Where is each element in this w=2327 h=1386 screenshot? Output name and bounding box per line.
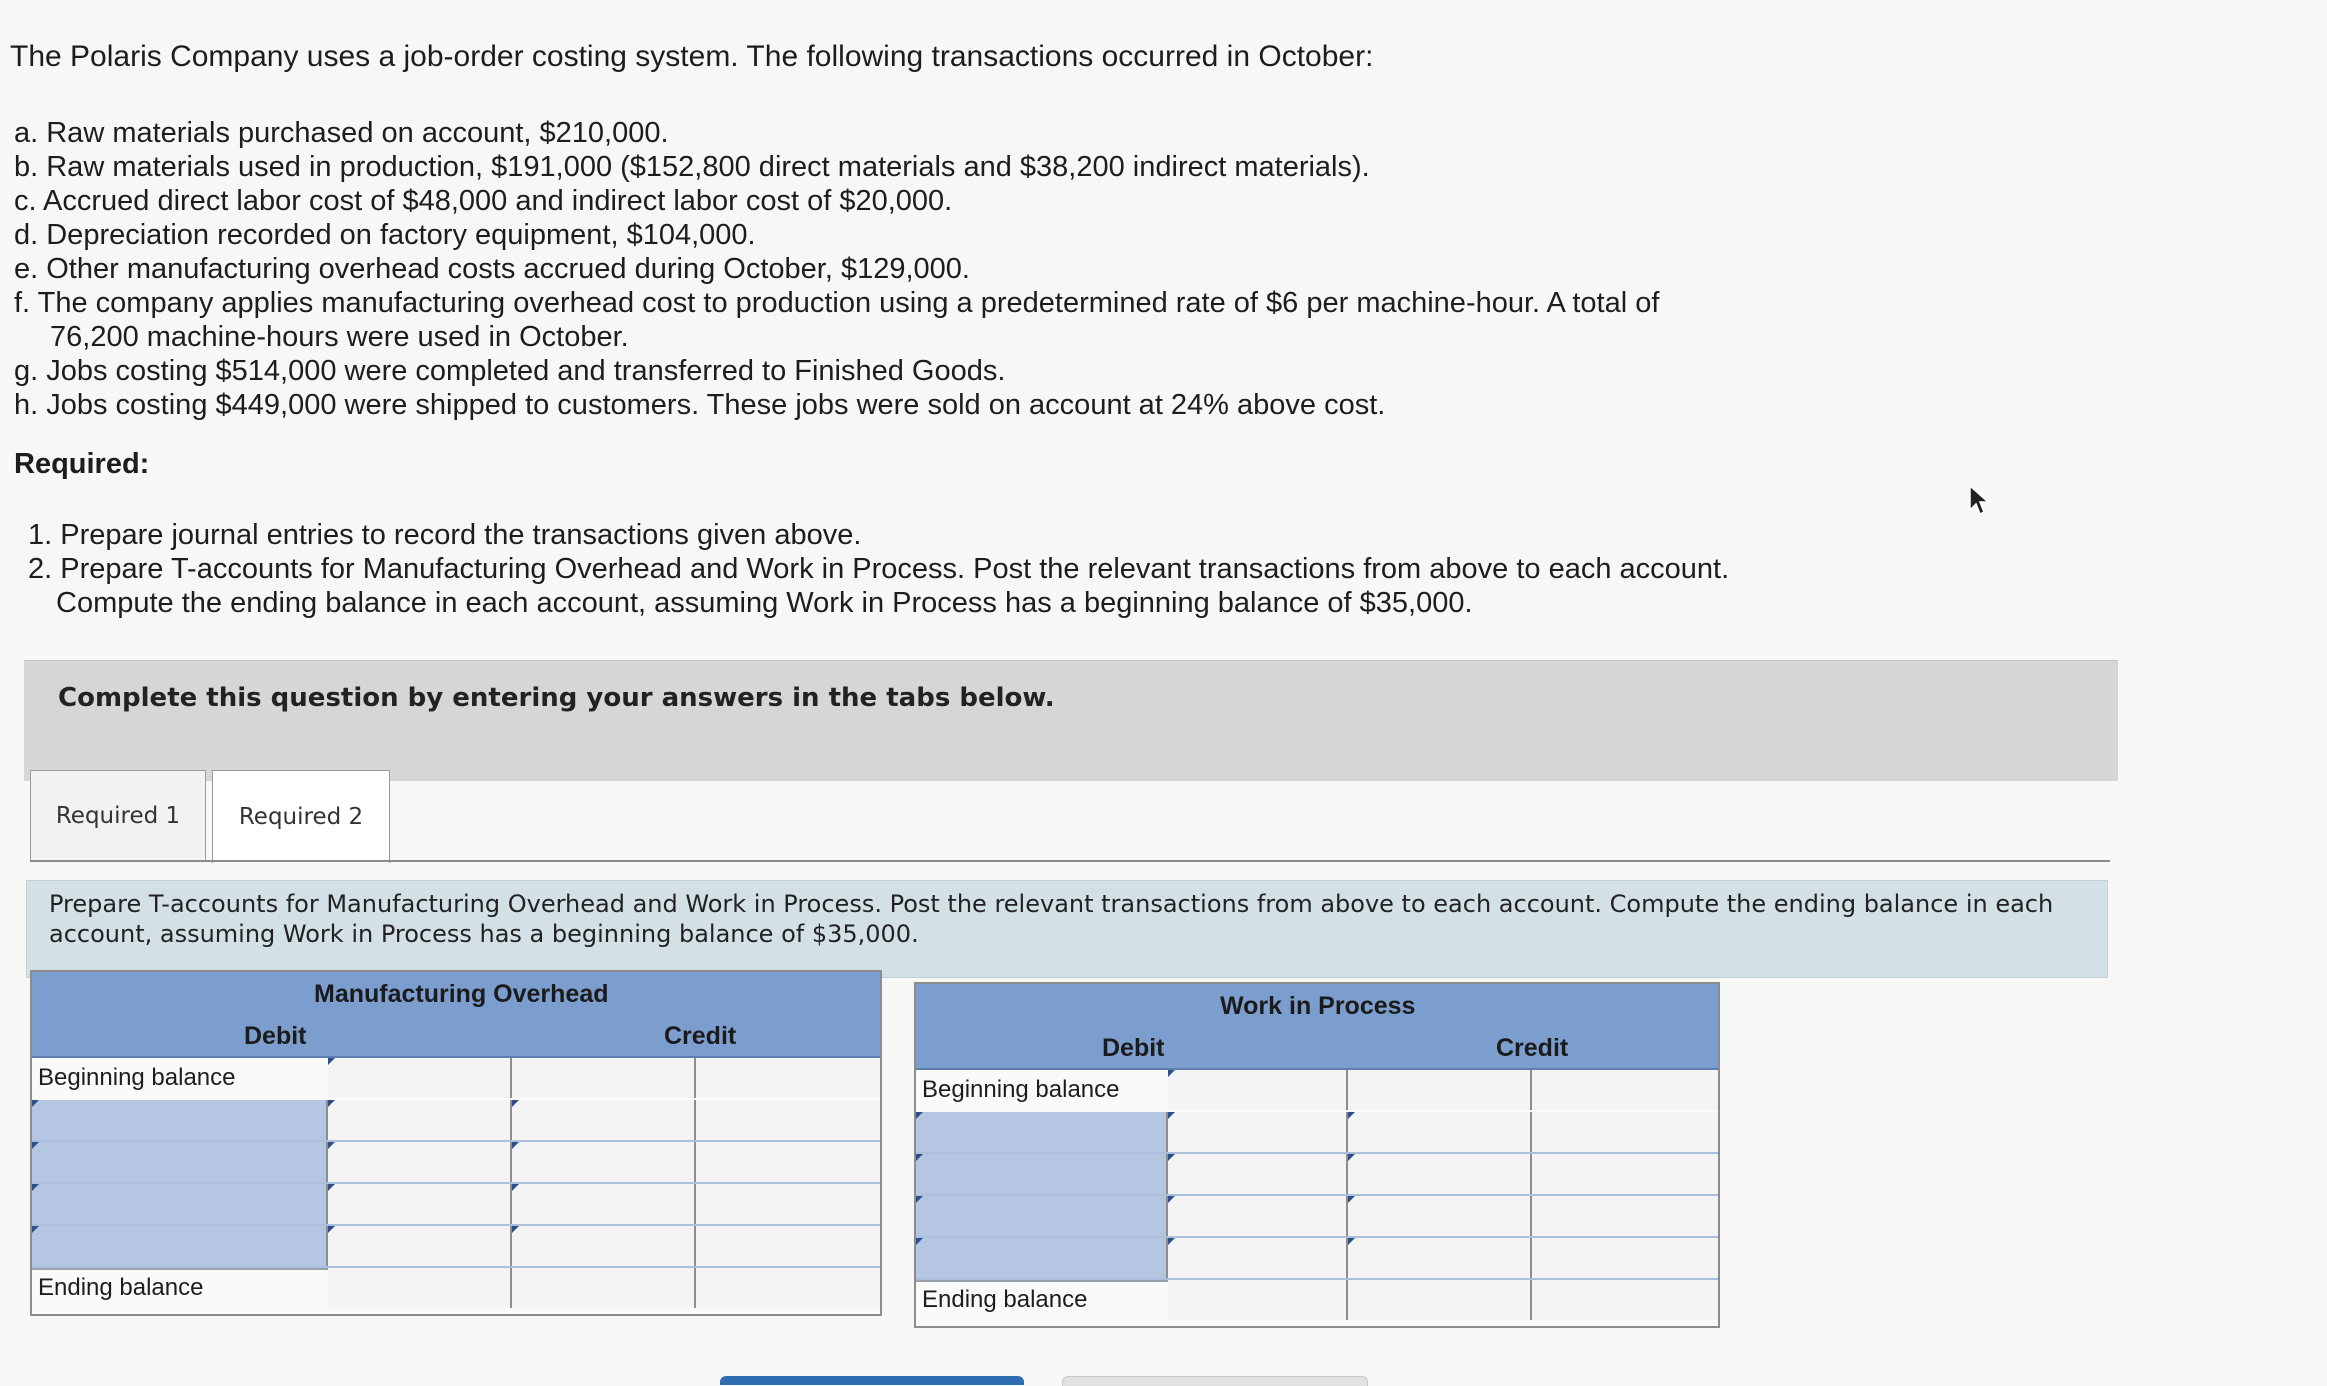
debit-header: Debit (1102, 1034, 1165, 1062)
required-heading: Required: (14, 448, 150, 480)
ending-debit-value (328, 1268, 512, 1308)
input-marker-icon (328, 1100, 335, 1107)
input-marker-icon (916, 1196, 923, 1203)
instructions-banner (24, 660, 2118, 781)
debit-account-select[interactable] (32, 1184, 328, 1224)
credit-amount-input[interactable] (1532, 1196, 1718, 1236)
tab-label: Required 1 (55, 803, 181, 829)
credit-header: Credit (664, 1022, 737, 1050)
credit-account-select[interactable] (512, 1184, 696, 1224)
credit-amount-input[interactable] (696, 1184, 880, 1224)
credit-amount-input[interactable] (696, 1226, 880, 1266)
t-account-row (916, 1154, 1718, 1198)
input-marker-icon (1348, 1154, 1355, 1161)
input-marker-icon (1348, 1196, 1355, 1203)
credit-account-select[interactable] (1348, 1154, 1532, 1194)
input-marker-icon (32, 1226, 39, 1233)
t-account-row (32, 1142, 880, 1186)
t-account-row (32, 1100, 880, 1144)
t-account-row (916, 1280, 1718, 1322)
input-marker-icon (328, 1142, 335, 1149)
ending-balance-label: Ending balance (922, 1286, 1088, 1313)
debit-amount-input[interactable] (1168, 1070, 1348, 1110)
credit-header: Credit (1496, 1034, 1569, 1062)
t-account-header (916, 1028, 1718, 1070)
input-marker-icon (916, 1238, 923, 1245)
transaction-item: h. Jobs costing $449,000 were shipped to customers. These jobs were sold on account at 24% above cost. (14, 389, 1386, 421)
t-account-row (32, 1058, 880, 1102)
tab-divider (30, 860, 2110, 862)
t-account-row (916, 1238, 1718, 1282)
transaction-item: a. Raw materials purchased on account, $210,000. (14, 117, 669, 149)
input-marker-icon (1168, 1238, 1175, 1245)
credit-amount-input[interactable] (1532, 1238, 1718, 1278)
required-item: 2. Prepare T-accounts for Manufacturing Overhead and Work in Process. Post the relevant transactions from above to each account. (28, 553, 1730, 585)
transaction-item: g. Jobs costing $514,000 were completed and transferred to Finished Goods. (14, 355, 1006, 387)
input-marker-icon (512, 1100, 519, 1107)
debit-amount-input[interactable] (328, 1058, 512, 1098)
tab-required-1[interactable] (30, 770, 206, 861)
input-marker-icon (1348, 1112, 1355, 1119)
input-marker-icon (328, 1184, 335, 1191)
transaction-item: e. Other manufacturing overhead costs accrued during October, $129,000. (14, 253, 970, 285)
t-account-title (32, 972, 880, 1017)
transaction-item-continued: 76,200 machine-hours were used in October. (50, 321, 629, 353)
credit-account-select[interactable] (512, 1226, 696, 1266)
credit-amount-input[interactable] (696, 1058, 880, 1098)
debit-account-select[interactable] (32, 1100, 328, 1140)
required-list (28, 518, 1729, 620)
ending-credit-label (1348, 1280, 1532, 1320)
credit-account-select[interactable] (1348, 1196, 1532, 1236)
input-marker-icon (32, 1100, 39, 1107)
input-marker-icon (32, 1142, 39, 1149)
debit-amount-input[interactable] (328, 1184, 512, 1224)
t-account-row (916, 1070, 1718, 1114)
beginning-balance-label: Beginning balance (38, 1064, 236, 1091)
credit-amount-input[interactable] (1532, 1154, 1718, 1194)
debit-account-select[interactable] (916, 1112, 1168, 1152)
ending-credit-label (512, 1268, 696, 1308)
input-marker-icon (1168, 1112, 1175, 1119)
t-account-header (32, 1016, 880, 1058)
debit-amount-input[interactable] (1168, 1112, 1348, 1152)
debit-amount-input[interactable] (328, 1142, 512, 1182)
input-marker-icon (328, 1226, 335, 1233)
required-item-continued: Compute the ending balance in each account, assuming Work in Process has a beginning balance of $35,000. (56, 587, 1473, 619)
input-marker-icon (1168, 1070, 1175, 1077)
debit-amount-input[interactable] (1168, 1238, 1348, 1278)
debit-account-select[interactable] (916, 1196, 1168, 1236)
input-marker-icon (916, 1112, 923, 1119)
required-item: 1. Prepare journal entries to record the transactions given above. (28, 519, 862, 551)
credit-account-select[interactable] (1348, 1238, 1532, 1278)
t-account-title (916, 984, 1718, 1029)
debit-amount-input[interactable] (1168, 1154, 1348, 1194)
tab-label: Required 2 (238, 804, 364, 830)
instructions-box (26, 880, 2108, 978)
t-account-row (916, 1112, 1718, 1156)
t-account-row (916, 1196, 1718, 1240)
beginning-balance-label: Beginning balance (922, 1076, 1120, 1103)
ending-debit-value (1168, 1280, 1348, 1320)
transaction-item: b. Raw materials used in production, $191,000 ($152,800 direct materials and $38,200 indirect materials). (14, 151, 1370, 183)
tab-required-2[interactable] (212, 770, 390, 863)
debit-amount-input[interactable] (328, 1226, 512, 1266)
t-account-title-text: Work in Process (1220, 992, 1416, 1020)
debit-account-select[interactable] (916, 1154, 1168, 1194)
t-account-work-in-process (914, 982, 1720, 1328)
credit-account-select[interactable] (1348, 1070, 1532, 1110)
transaction-item: f. The company applies manufacturing overhead cost to production using a predetermined rate of $6 per machine-hour. A total of (14, 287, 1660, 319)
instructions-text: Prepare T-accounts for Manufacturing Overhead and Work in Process. Post the relevant transactions from above to each account. Compute the ending balance in each account, assuming Work in Process has a beginning balance of $35,000. (49, 890, 2054, 948)
input-marker-icon (512, 1184, 519, 1191)
credit-amount-input[interactable] (696, 1100, 880, 1140)
banner-text: Complete this question by entering your answers in the tabs below. (58, 683, 1055, 713)
input-marker-icon (1348, 1238, 1355, 1245)
problem-intro: The Polaris Company uses a job-order costing system. The following transactions occurred in October: (10, 40, 1374, 73)
input-marker-icon (512, 1142, 519, 1149)
debit-account-select[interactable] (916, 1238, 1168, 1278)
t-account-manufacturing-overhead (30, 970, 882, 1316)
transaction-list (14, 116, 1659, 422)
t-account-title-text: Manufacturing Overhead (314, 980, 609, 1008)
input-marker-icon (916, 1154, 923, 1161)
credit-account-select[interactable] (512, 1100, 696, 1140)
credit-account-select[interactable] (1348, 1112, 1532, 1152)
debit-account-select[interactable] (32, 1226, 328, 1266)
t-account-row (32, 1184, 880, 1228)
debit-amount-input[interactable] (328, 1100, 512, 1140)
t-account-row (32, 1226, 880, 1270)
ending-credit-value (1532, 1280, 1718, 1320)
credit-account-select[interactable] (512, 1058, 696, 1098)
ending-credit-value (696, 1268, 880, 1308)
debit-header: Debit (244, 1022, 307, 1050)
input-marker-icon (32, 1184, 39, 1191)
input-marker-icon (328, 1058, 335, 1065)
transaction-item: c. Accrued direct labor cost of $48,000 and indirect labor cost of $20,000. (14, 185, 953, 217)
navigation-button[interactable] (720, 1376, 1024, 1385)
t-account-row (32, 1268, 880, 1310)
debit-amount-input[interactable] (1168, 1196, 1348, 1236)
input-marker-icon (1168, 1196, 1175, 1203)
input-marker-icon (512, 1226, 519, 1233)
mouse-pointer-icon (1968, 484, 1992, 516)
debit-account-select[interactable] (32, 1142, 328, 1182)
credit-account-select[interactable] (512, 1142, 696, 1182)
input-marker-icon (1168, 1154, 1175, 1161)
credit-amount-input[interactable] (1532, 1112, 1718, 1152)
ending-balance-label: Ending balance (38, 1274, 204, 1301)
credit-amount-input[interactable] (1532, 1070, 1718, 1110)
transaction-item: d. Depreciation recorded on factory equipment, $104,000. (14, 219, 756, 251)
credit-amount-input[interactable] (696, 1142, 880, 1182)
